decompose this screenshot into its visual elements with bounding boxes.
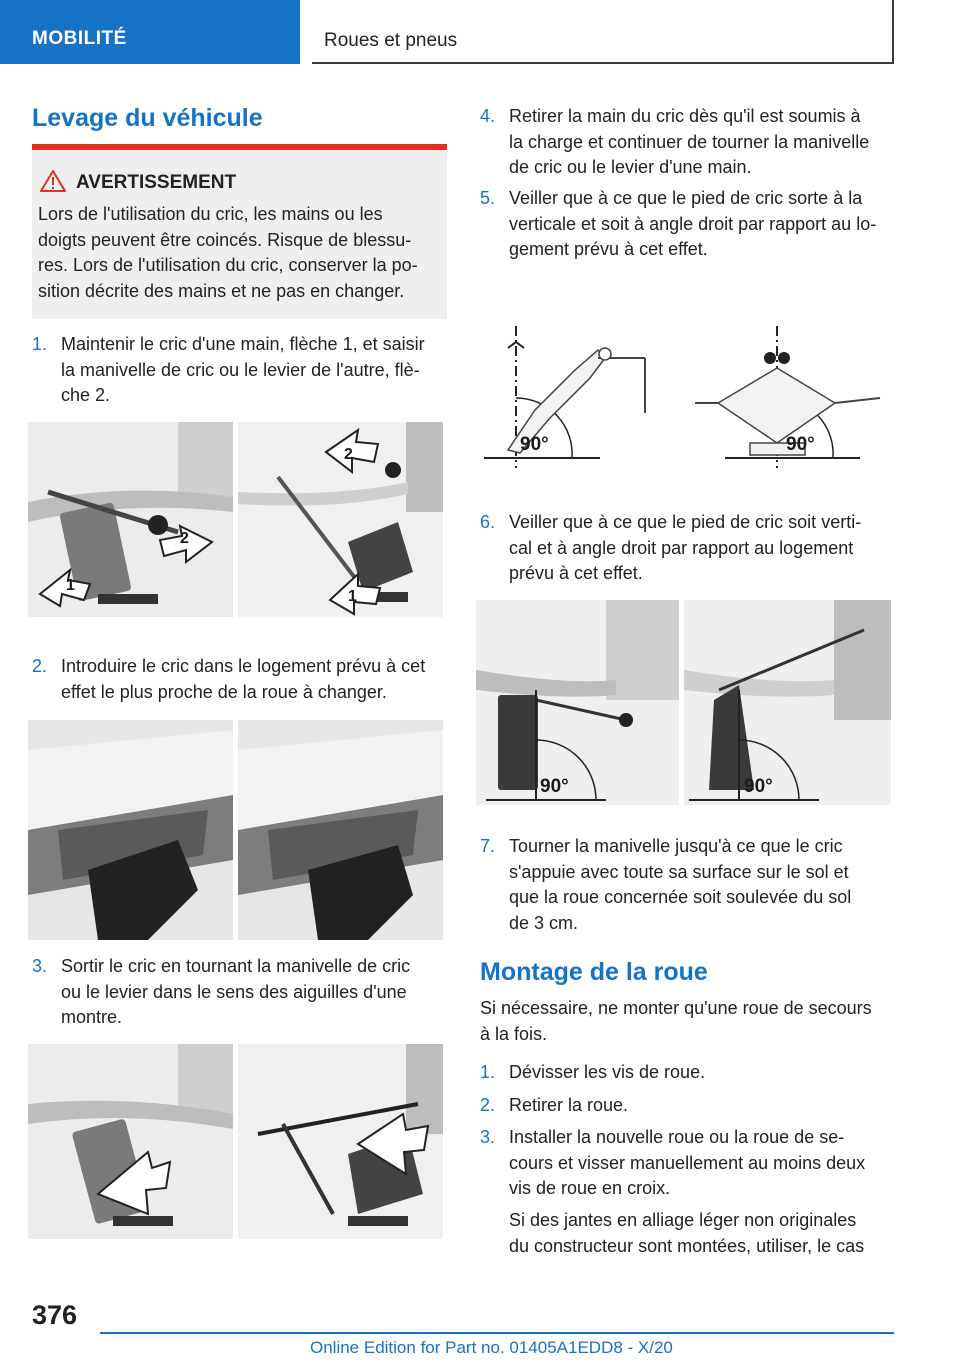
- figure-panel-left: [476, 600, 679, 805]
- step-line: de 3 cm.: [509, 912, 579, 933]
- step-line: Sortir le cric en tournant la manivelle de cric: [61, 956, 411, 976]
- angle-label: 90°: [520, 434, 549, 455]
- footer-divider: [100, 1332, 894, 1334]
- step-line: s'appuie avec toute sa surface sur le sol et: [509, 861, 849, 882]
- step-line: la charge et continuer de tourner la manivelle: [509, 131, 870, 152]
- jack-hold-illustration: [238, 422, 443, 617]
- intro-line: Si nécessaire, ne monter qu'une roue de secours: [480, 998, 872, 1018]
- step-text: [61, 954, 410, 1031]
- continuation-line: Si des jantes en alliage léger non originales: [509, 1210, 857, 1230]
- step-number: 3.: [32, 956, 48, 976]
- heading-levage: Levage du véhicule: [32, 104, 263, 132]
- step-text: [509, 834, 851, 936]
- jack-hold-illustration: [28, 422, 233, 617]
- section-title: MOBILITÉ: [32, 28, 127, 49]
- step-line: che 2.: [61, 385, 111, 405]
- step-line: Installer la nouvelle roue ou la roue de se-: [509, 1127, 845, 1147]
- section-tab: [0, 0, 300, 64]
- angle-label: 90°: [744, 776, 773, 797]
- step-text: [509, 1125, 865, 1202]
- step-line: gement prévu à cet effet.: [509, 239, 708, 259]
- edition-link[interactable]: Online Edition for Part no. 01405A1EDD8 - X/20: [310, 1338, 673, 1357]
- step-number: 7.: [480, 836, 496, 856]
- jack-point-illustration: [28, 720, 233, 940]
- step-number: 5.: [480, 188, 496, 208]
- chapter-title: Roues et pneus: [324, 30, 458, 51]
- figure-panel-right: [238, 422, 443, 617]
- step-line: de cric ou le levier d'une main.: [509, 157, 752, 177]
- warning-line: doigts peuvent être coincés. Risque de blessu-: [38, 229, 412, 250]
- arrow-label: 1: [66, 577, 75, 594]
- step-line: la manivelle de cric ou le levier de l'autre, flè-: [61, 359, 420, 380]
- step-line: cal et à angle droit par rapport au logement: [509, 537, 854, 558]
- step-line: Veiller que à ce que le pied de cric soit verti-: [509, 512, 862, 532]
- figure-jack-angle-diagram: [480, 318, 895, 468]
- step-number: 3.: [480, 1127, 496, 1147]
- jack-vertical-illustration: [684, 600, 891, 805]
- step-line: effet le plus proche de la roue à changer.: [61, 681, 387, 702]
- intro-text: [480, 996, 895, 1047]
- step-text: [61, 332, 425, 409]
- angle-label: 90°: [786, 434, 815, 455]
- arrow-label: 2: [344, 446, 353, 463]
- angle-label: 90°: [540, 776, 569, 797]
- step-line: vis de roue en croix.: [509, 1178, 671, 1198]
- jack-vertical-illustration: [476, 600, 679, 805]
- figure-panel-right: [238, 1044, 443, 1239]
- step-line: Maintenir le cric d'une main, flèche 1, et saisir: [61, 334, 425, 354]
- step-text: [509, 186, 876, 263]
- step-line: verticale et soit à angle droit par rapport au lo-: [509, 213, 877, 234]
- step-number: 2.: [480, 1095, 496, 1115]
- step-line: montre.: [61, 1007, 123, 1027]
- warning-title: AVERTISSEMENT: [76, 172, 237, 193]
- warning-triangle-icon: [40, 170, 66, 192]
- step-number: 1.: [480, 1062, 496, 1082]
- step-number: 2.: [32, 656, 48, 676]
- step-line: que la roue concernée soit soulevée du sol: [509, 887, 852, 907]
- step-line: prévu à cet effet.: [509, 563, 643, 583]
- warning-text: [38, 202, 442, 304]
- intro-line: à la fois.: [480, 1023, 548, 1044]
- figure-jack-point: [28, 720, 443, 940]
- figure-panel-left: [28, 720, 233, 940]
- figure-jack-crank: [28, 1044, 443, 1239]
- arrow-label: 1: [348, 588, 357, 605]
- step-line: Introduire le cric dans le logement prévu à cet: [61, 656, 426, 676]
- step-line: ou le levier dans le sens des aiguilles d'une: [61, 981, 407, 1002]
- step-line: Retirer la main du cric dès qu'il est soumis à: [509, 106, 861, 126]
- jack-crank-illustration: [28, 1044, 233, 1239]
- step-number: 6.: [480, 512, 496, 532]
- continuation-line: du constructeur sont montées, utiliser, le cas: [509, 1235, 865, 1256]
- figure-panel-left: [28, 422, 233, 617]
- warning-line: Lors de l'utilisation du cric, les mains ou les: [38, 204, 383, 224]
- step-line: Tourner la manivelle jusqu'à ce que le cric: [509, 836, 843, 856]
- figure-panel-right: [684, 600, 891, 805]
- step-text: Retirer la roue.: [509, 1095, 629, 1115]
- continuation-text: [509, 1208, 895, 1259]
- step-line: Veiller que à ce que le pied de cric sorte à la: [509, 188, 863, 208]
- step-number: 1.: [32, 334, 48, 354]
- figure-panel-left: [28, 1044, 233, 1239]
- jack-crank-illustration: [238, 1044, 443, 1239]
- warning-box: [32, 144, 447, 319]
- page-number: 376: [32, 1300, 78, 1330]
- warning-line: res. Lors de l'utilisation du cric, conserver la po-: [38, 255, 418, 275]
- step-text: Dévisser les vis de roue.: [509, 1062, 706, 1082]
- figure-jack-vertical: [476, 600, 891, 805]
- figure-panel-right: [238, 720, 443, 940]
- step-number: 4.: [480, 106, 496, 126]
- arrow-label: 2: [180, 530, 189, 547]
- jack-point-illustration: [238, 720, 443, 940]
- chapter-header: [312, 0, 894, 64]
- step-text: [61, 654, 425, 705]
- warning-line: sition décrite des mains et ne pas en changer.: [38, 280, 405, 301]
- heading-montage: Montage de la roue: [480, 958, 708, 986]
- step-line: cours et visser manuellement au moins deux: [509, 1152, 866, 1173]
- figure-jack-hold: [28, 422, 443, 617]
- step-text: [509, 104, 869, 181]
- warning-bar: [32, 144, 447, 150]
- step-text: [509, 510, 861, 587]
